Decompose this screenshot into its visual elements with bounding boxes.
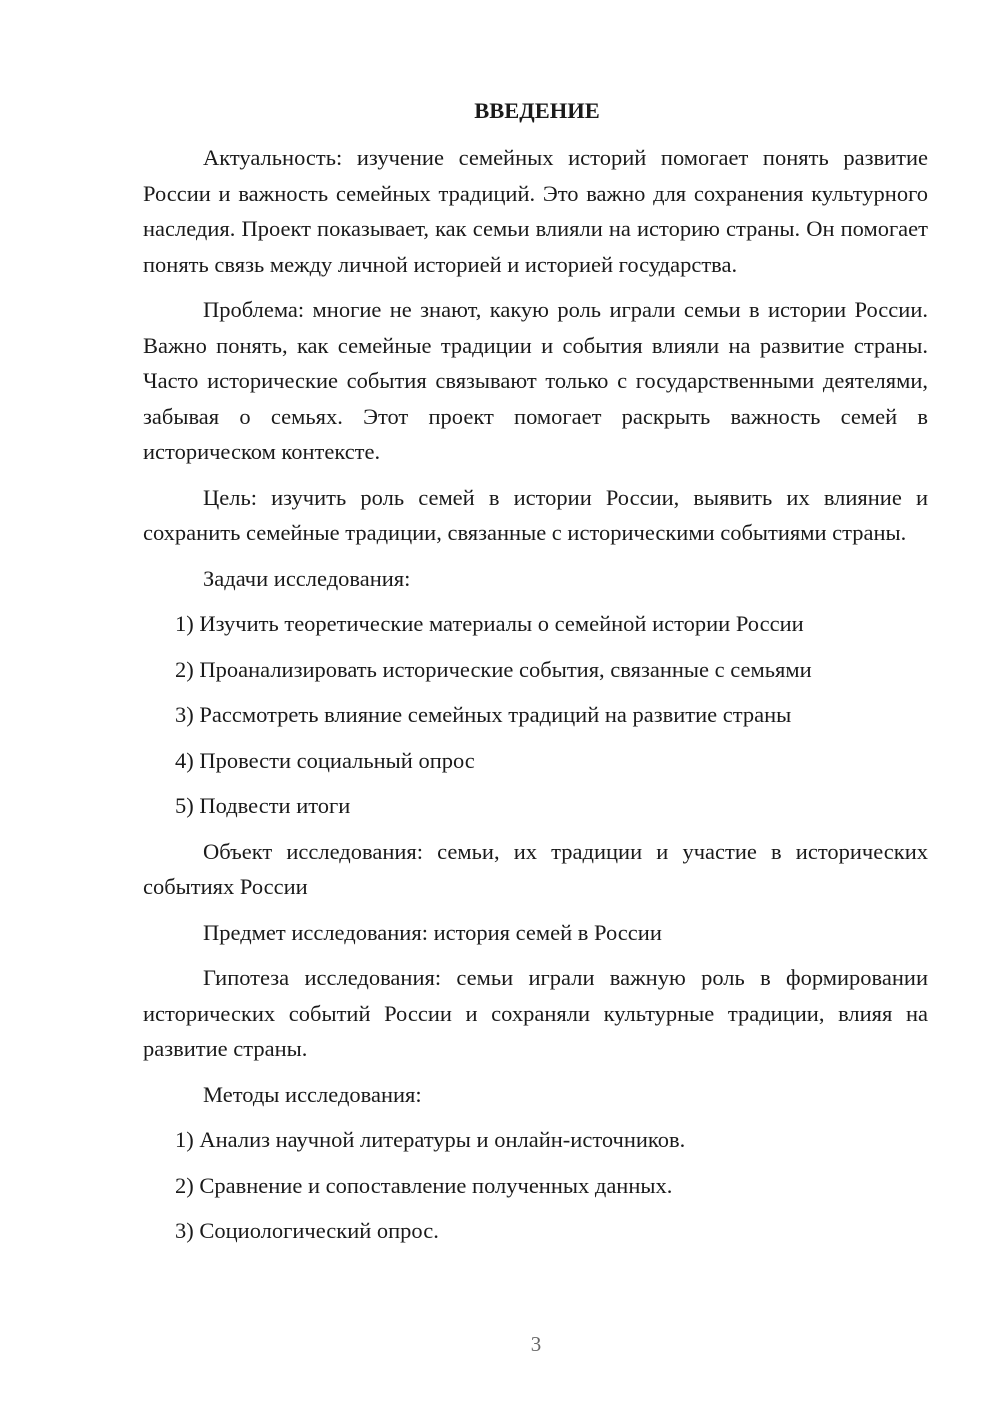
- relevance-paragraph: Актуальность: изучение семейных историй помогает понять развитие России и важность семейных традиций. Это важно для сохранения культурного наследия. Проект показывает, как семьи влияли на историю страны. Он помогает понять связь между личной историей и историей государства.: [143, 145, 928, 277]
- methods-label: Методы исследования:: [203, 1081, 422, 1107]
- page-number: 3: [530, 1332, 542, 1356]
- task-item: 3) Рассмотреть влияние семейных традиций на развитие страны: [175, 702, 792, 727]
- method-item: 2) Сравнение и сопоставление полученных данных.: [175, 1172, 673, 1198]
- section-title: ВВЕДЕНИЕ: [474, 98, 600, 123]
- task-item: 2) Проанализировать исторические события, связанные с семьями: [175, 656, 812, 682]
- problem-paragraph: Проблема: многие не знают, какую роль играли семьи в истории России. Важно понять, как семейные традиции и события влияли на развитие страны. Часто исторические события связывают только с государственными деятелями, забывая о семьях. Этот проект помогает раскрыть важность семей в историческом контексте.: [143, 297, 928, 464]
- methods-list: [143, 1122, 928, 1249]
- hypothesis-paragraph: Гипотеза исследования: семьи играли важную роль в формировании исторических событий России и сохраняли культурные традиции, влияя на развитие страны.: [143, 965, 928, 1061]
- tasks-list: [143, 606, 928, 824]
- subject-paragraph: Предмет исследования: история семей в России: [203, 919, 662, 945]
- object-paragraph: Объект исследования: семьи, их традиции и участие в исторических событиях России: [143, 838, 928, 899]
- goal-paragraph: Цель: изучить роль семей в истории России, выявить их влияние и сохранить семейные традиции, связанные с историческими событиями страны.: [143, 484, 928, 545]
- method-item: 1) Анализ научной литературы и онлайн-источников.: [175, 1127, 686, 1152]
- task-item: 1) Изучить теоретические материалы о семейной истории России: [175, 611, 804, 636]
- method-item: 3) Социологический опрос.: [175, 1218, 439, 1243]
- task-item: 4) Провести социальный опрос: [175, 747, 475, 773]
- tasks-label: Задачи исследования:: [203, 565, 411, 591]
- task-item: 5) Подвести итоги: [175, 793, 351, 818]
